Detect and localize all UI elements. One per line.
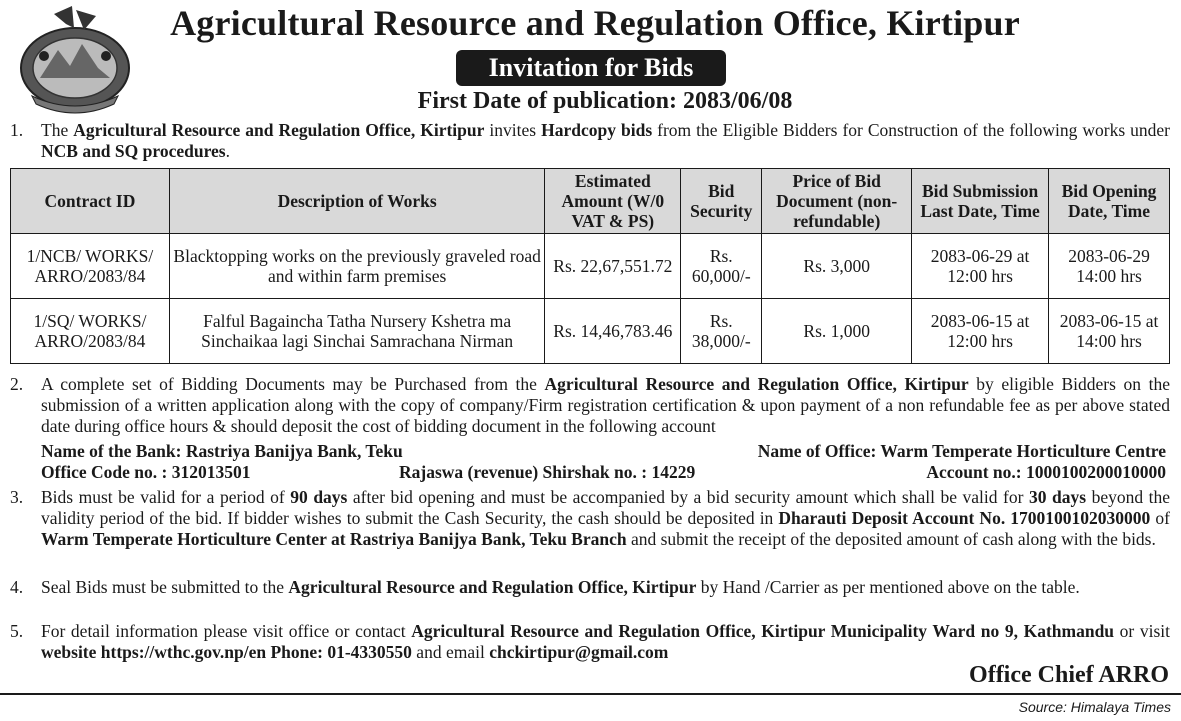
cell-document-price: Rs. 1,000 [762, 299, 912, 364]
footer-divider [0, 693, 1181, 695]
cell-submission-date: 2083-06-29 at 12:00 hrs [912, 234, 1049, 299]
clause-2 [10, 374, 1170, 437]
office-title: Agricultural Resource and Regulation Office, Kirtipur [170, 3, 1020, 43]
bank-name: Name of the Bank: Rastriya Banijya Bank, Teku [41, 441, 403, 461]
bold-run: chckirtipur@gmail.com [489, 642, 669, 662]
bold-run: NCB and SQ procedures [41, 141, 226, 161]
cell-opening-date: 2083-06-15 at 14:00 hrs [1049, 299, 1170, 364]
bold-run: Hardcopy bids [541, 120, 653, 140]
bids-table [10, 168, 1170, 364]
cell-bid-security: Rs. 60,000/- [681, 234, 762, 299]
cell-estimated-amount: Rs. 14,46,783.46 [545, 299, 681, 364]
cell-contract-id: 1/SQ/ WORKS/ ARRO/2083/84 [11, 299, 170, 364]
invitation-banner: Invitation for Bids [456, 50, 726, 86]
text-run: The [41, 120, 74, 140]
text-run: or visit [1114, 621, 1170, 641]
bold-run: Agricultural Resource and Regulation Office, Kirtipur [544, 374, 969, 394]
col-header-opening-date: Bid Opening Date, Time [1049, 169, 1170, 234]
text-run: from the Eligible Bidders for Construction of the following works under [652, 120, 1170, 140]
text-run: invites [484, 120, 542, 140]
publication-date: First Date of publication: 2083/06/08 [417, 88, 793, 114]
clause-number: 2. [10, 374, 24, 394]
clause-number: 5. [10, 621, 24, 641]
text-run: by eligible Bidders on the submission of a written application along with the copy of company/Firm registration certification & upon payment of a non refundable fee as per above stated date during office hours & should deposit the cost of bidding document in the following account [41, 374, 1170, 436]
source-credit: Source: Himalaya Times [1018, 699, 1171, 715]
clause-text [41, 120, 1170, 162]
cell-bid-security: Rs. 38,000/- [681, 299, 762, 364]
table-row [11, 299, 1170, 364]
office-code: Office Code no. : 312013501 [41, 462, 251, 482]
bold-run: 30 days [1028, 487, 1087, 507]
clause-text [41, 487, 1170, 550]
clause-number: 3. [10, 487, 24, 507]
bold-run: Agricultural Resource and Regulation Office, Kirtipur [288, 577, 697, 597]
text-run: A complete set of Bidding Documents may be Purchased from the [41, 374, 545, 394]
nepal-government-emblem [14, 4, 136, 116]
bold-run: website https://wthc.gov.np/en Phone: 01-4330550 [41, 642, 412, 662]
table-row [11, 234, 1170, 299]
col-header-description: Description of Works [169, 169, 544, 234]
cell-estimated-amount: Rs. 22,67,551.72 [545, 234, 681, 299]
text-run: and email [411, 642, 490, 662]
bank-details-row-2 [41, 462, 1166, 483]
bold-run: Dharauti Deposit Account No. 1700100102030000 [778, 508, 1151, 528]
cell-description: Blacktopping works on the previously graveled road and within farm premises [169, 234, 544, 299]
cell-submission-date: 2083-06-15 at 12:00 hrs [912, 299, 1049, 364]
bold-run: 90 days [290, 487, 348, 507]
bank-details-row-1 [41, 441, 1166, 462]
text-run: . [225, 141, 230, 161]
text-run: For detail information please visit office or contact [41, 621, 412, 641]
table-header-row [11, 169, 1170, 234]
clause-number: 4. [10, 577, 24, 597]
clause-5 [10, 621, 1170, 663]
clause-1 [10, 120, 1170, 162]
text-run: beyond the validity period of the bid. If bidder wishes to submit the Cash Security, the cash should be deposited in [41, 487, 1171, 528]
col-header-submission-date: Bid Submission Last Date, Time [912, 169, 1049, 234]
text-run: Bids must be valid for a period of [41, 487, 291, 507]
text-run: Seal Bids must be submitted to the [41, 577, 289, 597]
col-header-bid-security: Bid Security [681, 169, 762, 234]
bold-run: Agricultural Resource and Regulation Office, Kirtipur Municipality Ward no 9, Kathmandu [411, 621, 1115, 641]
bold-run: Agricultural Resource and Regulation Office, Kirtipur [73, 120, 485, 140]
text-run: and submit the receipt of the deposited amount of cash along with the bids. [626, 529, 1156, 549]
office-chief-signoff: Office Chief ARRO [969, 662, 1169, 688]
col-header-contract-id: Contract ID [11, 169, 170, 234]
revenue-heading: Rajaswa (revenue) Shirshak no. : 14229 [399, 462, 696, 482]
clause-4 [10, 577, 1170, 598]
text-run: by Hand /Carrier as per mentioned above on the table. [696, 577, 1080, 597]
clause-number: 1. [10, 120, 24, 140]
col-header-estimated-amount: Estimated Amount (W/0 VAT & PS) [545, 169, 681, 234]
office-name: Name of Office: Warm Temperate Horticulture Centre [757, 441, 1166, 461]
text-run: after bid opening and must be accompanied by a bid security amount which shall be valid for [347, 487, 1029, 507]
cell-opening-date: 2083-06-29 14:00 hrs [1049, 234, 1170, 299]
bold-run: Warm Temperate Horticulture Center at Rastriya Banijya Bank, Teku Branch [41, 529, 627, 549]
col-header-document-price: Price of Bid Document (non-refundable) [762, 169, 912, 234]
clause-3 [10, 487, 1170, 550]
cell-contract-id: 1/NCB/ WORKS/ ARRO/2083/84 [11, 234, 170, 299]
clause-text [41, 621, 1170, 663]
text-run: of [1150, 508, 1170, 528]
clause-text [41, 577, 1170, 598]
cell-document-price: Rs. 3,000 [762, 234, 912, 299]
account-number: Account no.: 1000100200010000 [926, 462, 1166, 482]
clause-text [41, 374, 1170, 437]
cell-description: Falful Bagaincha Tatha Nursery Kshetra ma Sinchaikaa lagi Sinchai Samrachana Nirman [169, 299, 544, 364]
